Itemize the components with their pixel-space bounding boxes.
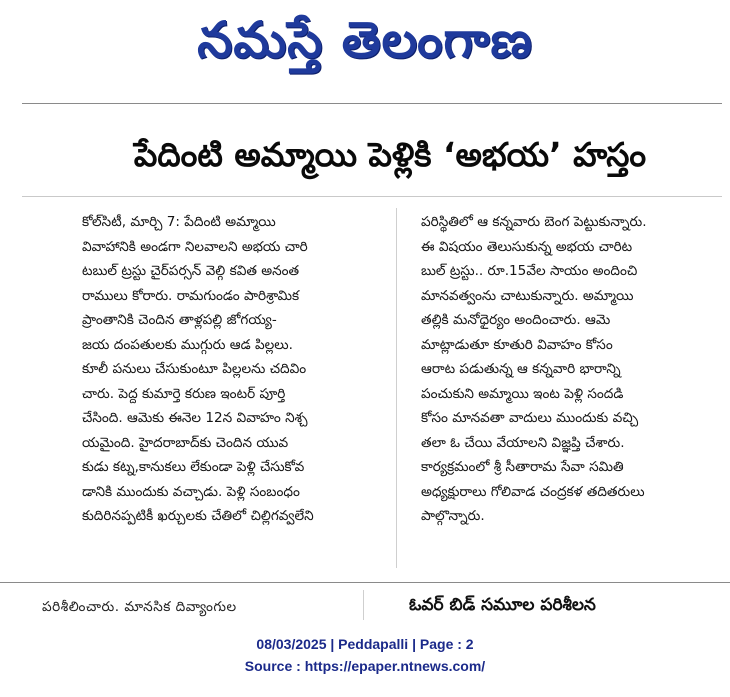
article-line: కోసం మానవతా వాదులు ముందుకు వచ్చి	[421, 410, 639, 426]
article-line: కోల్‌సిటీ, మార్చి 7: పేదింటి అమ్మాయి	[82, 214, 276, 230]
article-line: తలా ఓ చేయి వేయాలని విజ్ఞప్తి చేశారు.	[421, 434, 625, 451]
article-line: అధ్యక్షురాలు గోలివాడ చంద్రకళ తదితరులు	[421, 483, 645, 500]
article-line: పంచుకుని అమ్మాయి ఇంట పెళ్లి సందడి	[421, 385, 624, 402]
adjacent-column-divider	[363, 590, 364, 620]
article-line: డానికి ముందుకు వచ్చాడు. పెళ్లి సంబంధం	[82, 483, 300, 500]
article-bottom-divider	[0, 582, 730, 583]
article-line: టబుల్ ట్రస్టు చైర్‌పర్సన్ వెల్గి కవిత అనంత	[82, 263, 300, 279]
footer-date-edition-page: 08/03/2025 | Peddapalli | Page : 2	[256, 636, 474, 652]
article-column-right	[421, 210, 717, 529]
article-line: కూలీ పనులు చేసుకుంటూ పిల్లలను చదివిం	[82, 361, 307, 377]
article-line: ఆరాట పడుతున్న ఆ కన్నవారి భారాన్ని	[421, 361, 621, 377]
article-line: కుడు కట్న,కానుకలు లేకుండా పెళ్లి చేసుకోవ	[82, 459, 305, 475]
column-divider	[396, 208, 397, 568]
article-line: ఈ విషయం తెలుసుకున్న అభయ చారిట	[421, 238, 633, 255]
article-line: బుల్ ట్రస్టు.. రూ.15వేల సాయం అందించి	[421, 263, 638, 279]
article-line: కుదిరినప్పటికీ ఖర్చులకు చేతిలో చిల్లిగవ్వలేని	[82, 508, 314, 524]
masthead	[0, 0, 730, 92]
article-line: పాల్గొన్నారు.	[421, 508, 485, 524]
masthead-divider	[22, 103, 722, 104]
masthead-title: నమస్తే తెలంగాణ	[197, 10, 533, 69]
adjacent-article-snippet-left: పరిశీలించారు. మానసిక దివ్యాంగుల	[42, 599, 237, 615]
article-line: చేసింది. ఆమెకు ఈనెల 12న వివాహం నిశ్చ	[82, 410, 308, 426]
article-headline: పేదింటి అమ్మాయి పెళ్లికి ‘అభయ’ హస్తం	[133, 134, 647, 174]
article-line: మానవత్వంను చాటుకున్నారు. అమ్మాయి	[421, 287, 634, 304]
article-line: రాములు కోరారు. రామగుండం పారిశ్రామిక	[82, 287, 300, 304]
article-line: జయ దంపతులకు ముగ్గురు ఆడ పిల్లలు.	[82, 336, 293, 353]
article-line: తల్లికి మనోధైర్యం అందించారు. ఆమె	[421, 312, 611, 328]
article-line: యమైంది. హైదరాబాద్‌కు చెందిన యువ	[82, 434, 289, 451]
article-line: మాట్లాడుతూ కూతురి వివాహం కోసం	[421, 336, 613, 353]
article-column-left	[82, 210, 378, 529]
adjacent-article-headline-right: ఓవర్ బిడ్ సమూల పరిశీలన	[409, 595, 596, 615]
article-line: పరిస్థితిలో ఆ కన్నవారు బెంగ పెట్టుకున్నారు.	[421, 214, 647, 230]
article-line: కార్యక్రమంలో శ్రీ సీతారామ సేవా సమితి	[421, 459, 624, 475]
article-line: చారు. పెద్ద కుమార్తె కరుణ ఇంటర్ పూర్తి	[82, 385, 286, 402]
article-line: వివాహానికి అండగా నిలవాలని అభయ చారి	[82, 238, 308, 255]
footer-source-link[interactable]: Source : https://epaper.ntnews.com/	[244, 658, 486, 674]
article-line: ప్రాంతానికి చెందిన తాళ్లపల్లి జోగయ్య-	[82, 312, 277, 328]
headline-divider	[22, 196, 722, 197]
